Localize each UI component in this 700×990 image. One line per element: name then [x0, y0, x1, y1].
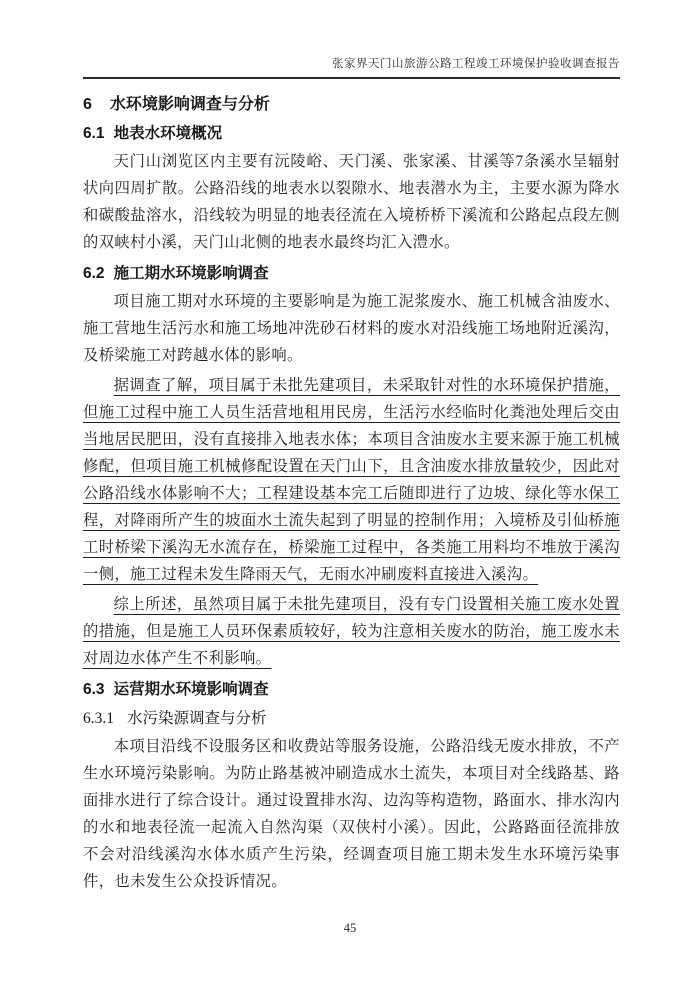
heading-section-6-number: 6	[83, 96, 92, 113]
heading-section-6-3	[83, 679, 620, 701]
heading-section-6-1-number: 6.1	[83, 125, 105, 142]
heading-section-6-3-1	[83, 708, 620, 730]
para-construction-survey-findings-underlined: 据调查了解，项目属于未批先建项目，未采取针对性的水环境保护措施，但施工过程中施工人员生活营地租用民房，生活污水经临时化粪池处理后交由当地居民肥田，没有直接排入地表水体；本项目含油废水主要来源于施工机械修配，但项目施工机械修配设置在天门山下，且含油废水排放量较少，因此对公路沿线水体影响不大；工程建设基本完工后随即进行了边坡、绿化等水保工程，对降雨所产生的坡面水土流失起到了明显的控制作用；入境桥及引仙桥施工时桥梁下溪沟无水流存在，桥梁施工过程中，各类施工用料均不堆放于溪沟一侧，施工过程未发生降雨天气，无雨水冲刷废料直接进入溪沟。	[83, 377, 620, 583]
running-header-title: 张家界天门山旅游公路工程竣工环境保护验收调查报告	[332, 58, 620, 70]
page-header	[83, 0, 620, 79]
para-construction-conclusion-underlined: 综上所述，虽然项目属于未批先建项目，没有专门设置相关施工废水处置的措施，但是施工人员环保素质较好，较为注意相关废水的防治，施工废水未对周边水体产生不利影响。	[83, 596, 620, 667]
page-number: 45	[343, 921, 357, 935]
heading-section-6-3-number: 6.3	[83, 681, 105, 698]
heading-section-6-3-title: 运营期水环境影响调查	[113, 681, 269, 698]
para-operation-pollution-source-analysis: 本项目沿线不设服务区和收费站等服务设施，公路沿线无废水排放，不产生水环境污染影响。为防止路基被冲刷造成水土流失，本项目对全线路基、路面排水进行了综合设计。通过设置排水沟、边沟等构造物，路面水、排水沟内的水和地表径流一起流入自然沟渠（双侠村小溪）。因此，公路路面径流排放不会对沿线溪沟水体水质产生污染，经调查项目施工期未发生水环境污染事件，也未发生公众投诉情况。	[83, 738, 620, 890]
heading-section-6-3-1-title: 水污染源调查与分析	[127, 710, 267, 727]
heading-section-6-1-title: 地表水环境概况	[113, 125, 223, 142]
heading-section-6-2-number: 6.2	[83, 265, 105, 282]
heading-section-6	[83, 94, 620, 116]
heading-section-6-2-title: 施工期水环境影响调查	[113, 265, 269, 282]
para-surface-water-overview: 天门山浏览区内主要有沅陵峪、天门溪、张家溪、甘溪等7条溪水呈辐射状向四周扩散。公路沿线的地表水以裂隙水、地表潜水为主，主要水源为降水和碳酸盐溶水，沿线较为明显的地表径流在入境桥桥下溪流和公路起点段左侧的双峡村小溪，天门山北侧的地表水最终均汇入澧水。	[83, 153, 620, 251]
document-content	[83, 94, 620, 895]
heading-section-6-title: 水环境影响调查与分析	[109, 96, 270, 113]
heading-section-6-3-1-number: 6.3.1	[83, 710, 114, 727]
heading-section-6-2	[83, 263, 620, 285]
para-construction-impact-sources: 项目施工期对水环境的主要影响是为施工泥浆废水、施工机械含油废水、施工营地生活污水和施工场地冲洗砂石材料的废水对沿线施工场地附近溪沟，及桥梁施工对跨越水体的影响。	[83, 293, 620, 364]
heading-section-6-1	[83, 123, 620, 145]
